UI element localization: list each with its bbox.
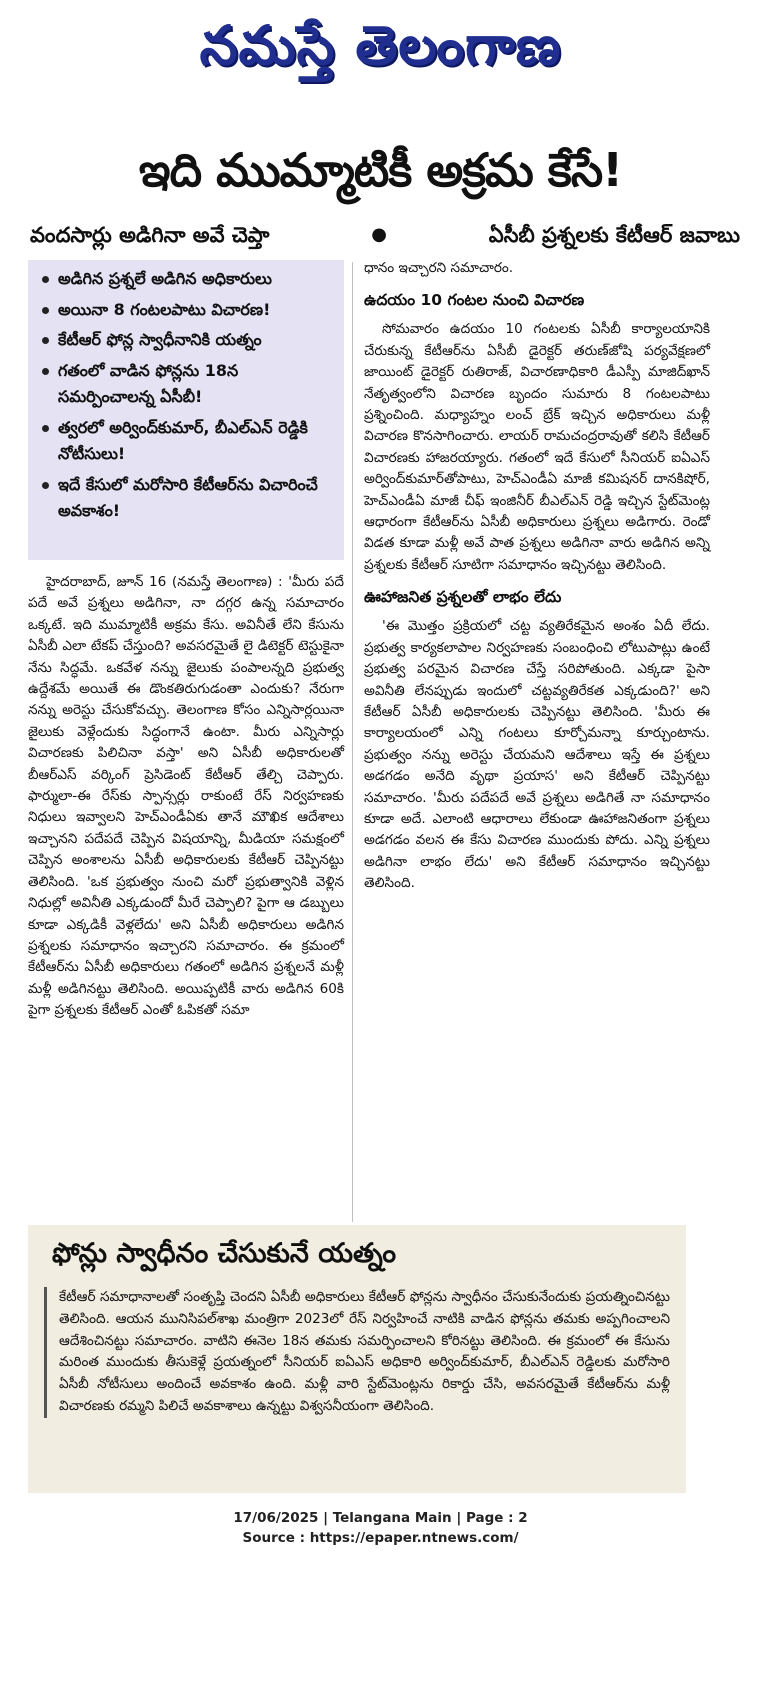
article-right-column xyxy=(364,258,710,895)
column-divider xyxy=(352,262,353,1222)
article-paragraph: హైదరాబాద్, జూన్ 16 (నమస్తే తెలంగాణ) : 'మీరు పదే పదే అవే ప్రశ్నలు అడిగినా, నా దగ్గర ఉన్న సమాచారం ఒక్కటే. ఇది ముమ్మాటికీ అక్రమ కేసు. అవినీతే లేని కేసును ఏసీబీ ఎలా టేకప్ చేస్తుంది? అవసరమైతే లై డిటెక్టర్ టెస్టుకైనా నేను సిద్ధమే. ఒకవేళ నన్ను జైలుకు పంపాలన్నది ప్రభుత్వ ఉద్దేశమే అయితే ఈ డొంకతిరుగుడంతా ఎందుకు? నేరుగా నన్ను అరెస్టు చేసుకోవచ్చు. తెలంగాణ కోసం ఎన్నిసార్లయినా జైలుకు వెళ్లేందుకు సిద్ధంగానే ఉంటా. మీరు ఎన్నిసార్లు విచారణకు పిలిచినా వస్తా' అని ఏసీబీ అధికారులతో బీఆర్ఎస్ వర్కింగ్ ప్రెసిడెంట్ కేటీఆర్ తేల్చి చెప్పారు. ఫార్ములా-ఈ రేస్‌కు స్పాన్సర్లు రాకుంటే రేస్ నిర్వహణకు నిధులు ఇవ్వాలని హెచ్ఎండీఏకు తానే మౌఖిక ఆదేశాలు ఇచ్చానని పదేపదే చెప్పిన విషయాన్ని, మీడియా సమక్షంలో చెప్పిన అంశాలను ఏసీబీ అధికారులకు కేటీఆర్ చెప్పినట్టు తెలిసింది. 'ఒక ప్రభుత్వం నుంచి మరో ప్రభుత్వానికి వెళ్లిన నిధుల్లో అవినీతి ఎక్కడుందో మీరే చెప్పాలి? పైగా ఆ డబ్బులు కూడా ఎక్కడికీ వెళ్లలేదు' అని ఏసీబీ అధికారులు అడిగిన ప్రశ్నలకు సమాధానం ఇచ్చారని సమాచారం. ఈ క్రమంలో కేటీఆర్‌ను ఏసీబీ అధికారులు గతంలో అడిగిన ప్రశ్నలనే మళ్లీ మళ్లీ అడిగినట్టు తెలిసింది. అయిప్పటికీ వారు అడిగిన 60కి పైగా ప్రశ్నలకు కేటీఆర్ ఎంతో ఓపికతో సమా xyxy=(28,574,344,1019)
article-left-column xyxy=(28,572,344,1022)
footer-date-line: 17/06/2025 | Telangana Main | Page : 2 xyxy=(233,1510,528,1526)
article-paragraph: 'ఈ మొత్తం ప్రక్రియలో చట్ట వ్యతిరేకమైన అంశం ఏదీ లేదు. ప్రభుత్వ కార్యకలాపాల నిర్వహణకు సంబంధించి లోటుపాట్లు ఉంటే ప్రభుత్వ పరమైన విచారణ చేస్తే సరిపోతుంది. ఎక్కడా పైసా అవినీతి లేనప్పుడు ఇందులో చట్టవ్యతిరేకత ఎక్కడుంది?' అని కేటీఆర్ ఏసీబీ అధికారులకు చెప్పినట్టు తెలిసింది. 'మీరు ఈ కార్యాలయంలో ఎన్ని గంటలు కూర్చోమన్నా కూర్చుంటాను. ప్రభుత్వం నన్ను అరెస్టు చేయమని ఆదేశాలు ఇస్తే ఈ ప్రశ్నలు అడగడం అనేది వృథా ప్రయాస' అని కేటీఆర్ చెప్పినట్టు సమాచారం. 'మీరు పదేపదే అవే ప్రశ్నలు అడిగితే నా సమాధానం కూడా అదే. ఎలాంటి ఆధారాలు లేకుండా ఊహాజనితంగా ప్రశ్నలు అడగడం వలన ఈ కేసు విచారణ ముందుకు పోదు. ఎన్ని ప్రశ్నలు అడిగినా లాభం లేదు' అని కేటీఆర్ సమాధానం ఇచ్చినట్టు తెలిసింది. xyxy=(364,618,710,892)
article-paragraph: ధానం ఇచ్చారని సమాచారం. xyxy=(364,260,514,276)
footer-source-link[interactable]: Source : https://epaper.ntnews.com/ xyxy=(242,1530,519,1546)
masthead-logo: నమస్తే తెలంగాణ xyxy=(199,13,562,77)
highlight-item: అడిగిన ప్రశ్నలే అడిగిన అధికారులు xyxy=(40,266,336,293)
bullet-separator-icon: ● xyxy=(371,224,387,245)
highlight-item: అయినా 8 గంటలపాటు విచారణ! xyxy=(40,297,336,324)
highlight-item: కేటీఆర్ ఫోన్ల స్వాధీనానికి యత్నం xyxy=(40,327,336,354)
headline: ఇది ముమ్మాటికీ అక్రమ కేసే! xyxy=(138,143,623,197)
subhead-right: ఏసీబీ ప్రశ్నలకు కేటీఆర్ జవాబు xyxy=(488,223,740,247)
sidebar-story-body: కేటీఆర్ సమాధానాలతో సంతృప్తి చెందని ఏసీబీ అధికారులు కేటీఆర్ ఫోన్లను స్వాధీనం చేసుకునేందుకు ప్రయత్నించినట్టు తెలిసింది. ఆయన మునిసిపల్‌శాఖ మంత్రిగా 2023లో రేస్ నిర్వహించే నాటికి వాడిన ఫోన్లను తమకు అప్పగించాలని ఆదేశించినట్టు సమాచారం. వాటిని ఈనెల 18న తమకు సమర్పించాలని కోరినట్టు తెలిసింది. ఈ క్రమంలో ఈ కేసును మరింత ముందుకు తీసుకెళ్లే ప్రయత్నంలో సీనియర్ ఐఏఎస్ అధికారి అర్వింద్‌కుమార్, బీఎల్ఎన్ రెడ్డిలకు మరోసారి ఏసీబీ నోటీసులు అందించే అవకాశం ఉంది. మళ్లీ వారి స్టేట్‌మెంట్లను రికార్డు చేసి, అవసరమైతే కేటీఆర్‌ను మళ్లీ విచారణకు రమ్మని పిలిచే అవకాశాలు ఉన్నట్టు విశ్వసనీయంగా తెలిసింది. xyxy=(44,1287,670,1418)
article-paragraph: సోమవారం ఉదయం 10 గంటలకు ఏసీబీ కార్యాలయానికి చేరుకున్న కేటీఆర్‌ను ఏసీబీ డైరెక్టర్ తరుణ్‌జోషి పర్యవేక్షణలో జాయింట్ డైరెక్టర్ రుతిరాజ్, విచారణాధికారి డీఎస్పీ మాజిద్‌ఖాన్ నేతృత్వంలోని విచారణ బృందం సుమారు 8 గంటలపాటు ప్రశ్నించింది. మధ్యాహ్నం లంచ్ బ్రేక్ ఇచ్చిన అధికారులు మళ్లీ విచారణ కొనసాగించారు. లాయర్ రామచంద్రరావుతో కలిసి కేటీఆర్ విచారణకు హాజరయ్యారు. గతంలో ఇదే కేసులో సీనియర్ ఐఏఎస్ అర్వింద్‌కుమార్‌తోపాటు, హెచ్ఎండీఏ మాజీ కమిషనర్ దానకిషోర్, హెచ్ఎండీఏ మాజీ చీఫ్ ఇంజినీర్ బీఎల్ఎన్ రెడ్డి ఇచ్చిన స్టేట్‌మెంట్ల ఆధారంగా కేటీఆర్‌ను ఏసీబీ అధికారులు ప్రశ్నలు అడిగారు. రెండో విడత కూడా మళ్లీ అవే పాత ప్రశ్నలు అడిగినా వారు అడిగిన అన్ని ప్రశ్నలకు కేటీఆర్ సూటిగా సమాధానం ఇచ్చినట్టు తెలిసింది. xyxy=(364,321,710,573)
page-footer xyxy=(0,1508,761,1548)
highlights-box xyxy=(28,260,344,560)
highlight-item: త్వరలో అర్వింద్‌కుమార్, బీఎల్ఎన్ రెడ్డికి నోటీసులు! xyxy=(40,415,336,468)
highlight-item: గతంలో వాడిన ఫోన్లను 18న సమర్పించాలన్న ఏసీబీ! xyxy=(40,358,336,411)
highlights-list xyxy=(40,266,336,525)
section-subhead: ఊహాజనిత ప్రశ్నలతో లాభం లేదు xyxy=(364,588,562,607)
section-subhead: ఉదయం 10 గంటల నుంచి విచారణ xyxy=(364,291,585,310)
subheadline xyxy=(30,220,740,250)
sidebar-story-title: ఫోన్లు స్వాధీనం చేసుకునే యత్నం xyxy=(52,1238,397,1269)
sidebar-story-box xyxy=(28,1225,686,1493)
highlight-item: ఇదే కేసులో మరోసారి కేటీఆర్‌ను విచారించే అవకాశం! xyxy=(40,472,336,525)
subhead-left: వందసార్లు అడిగినా అవే చెప్తా xyxy=(30,223,270,247)
